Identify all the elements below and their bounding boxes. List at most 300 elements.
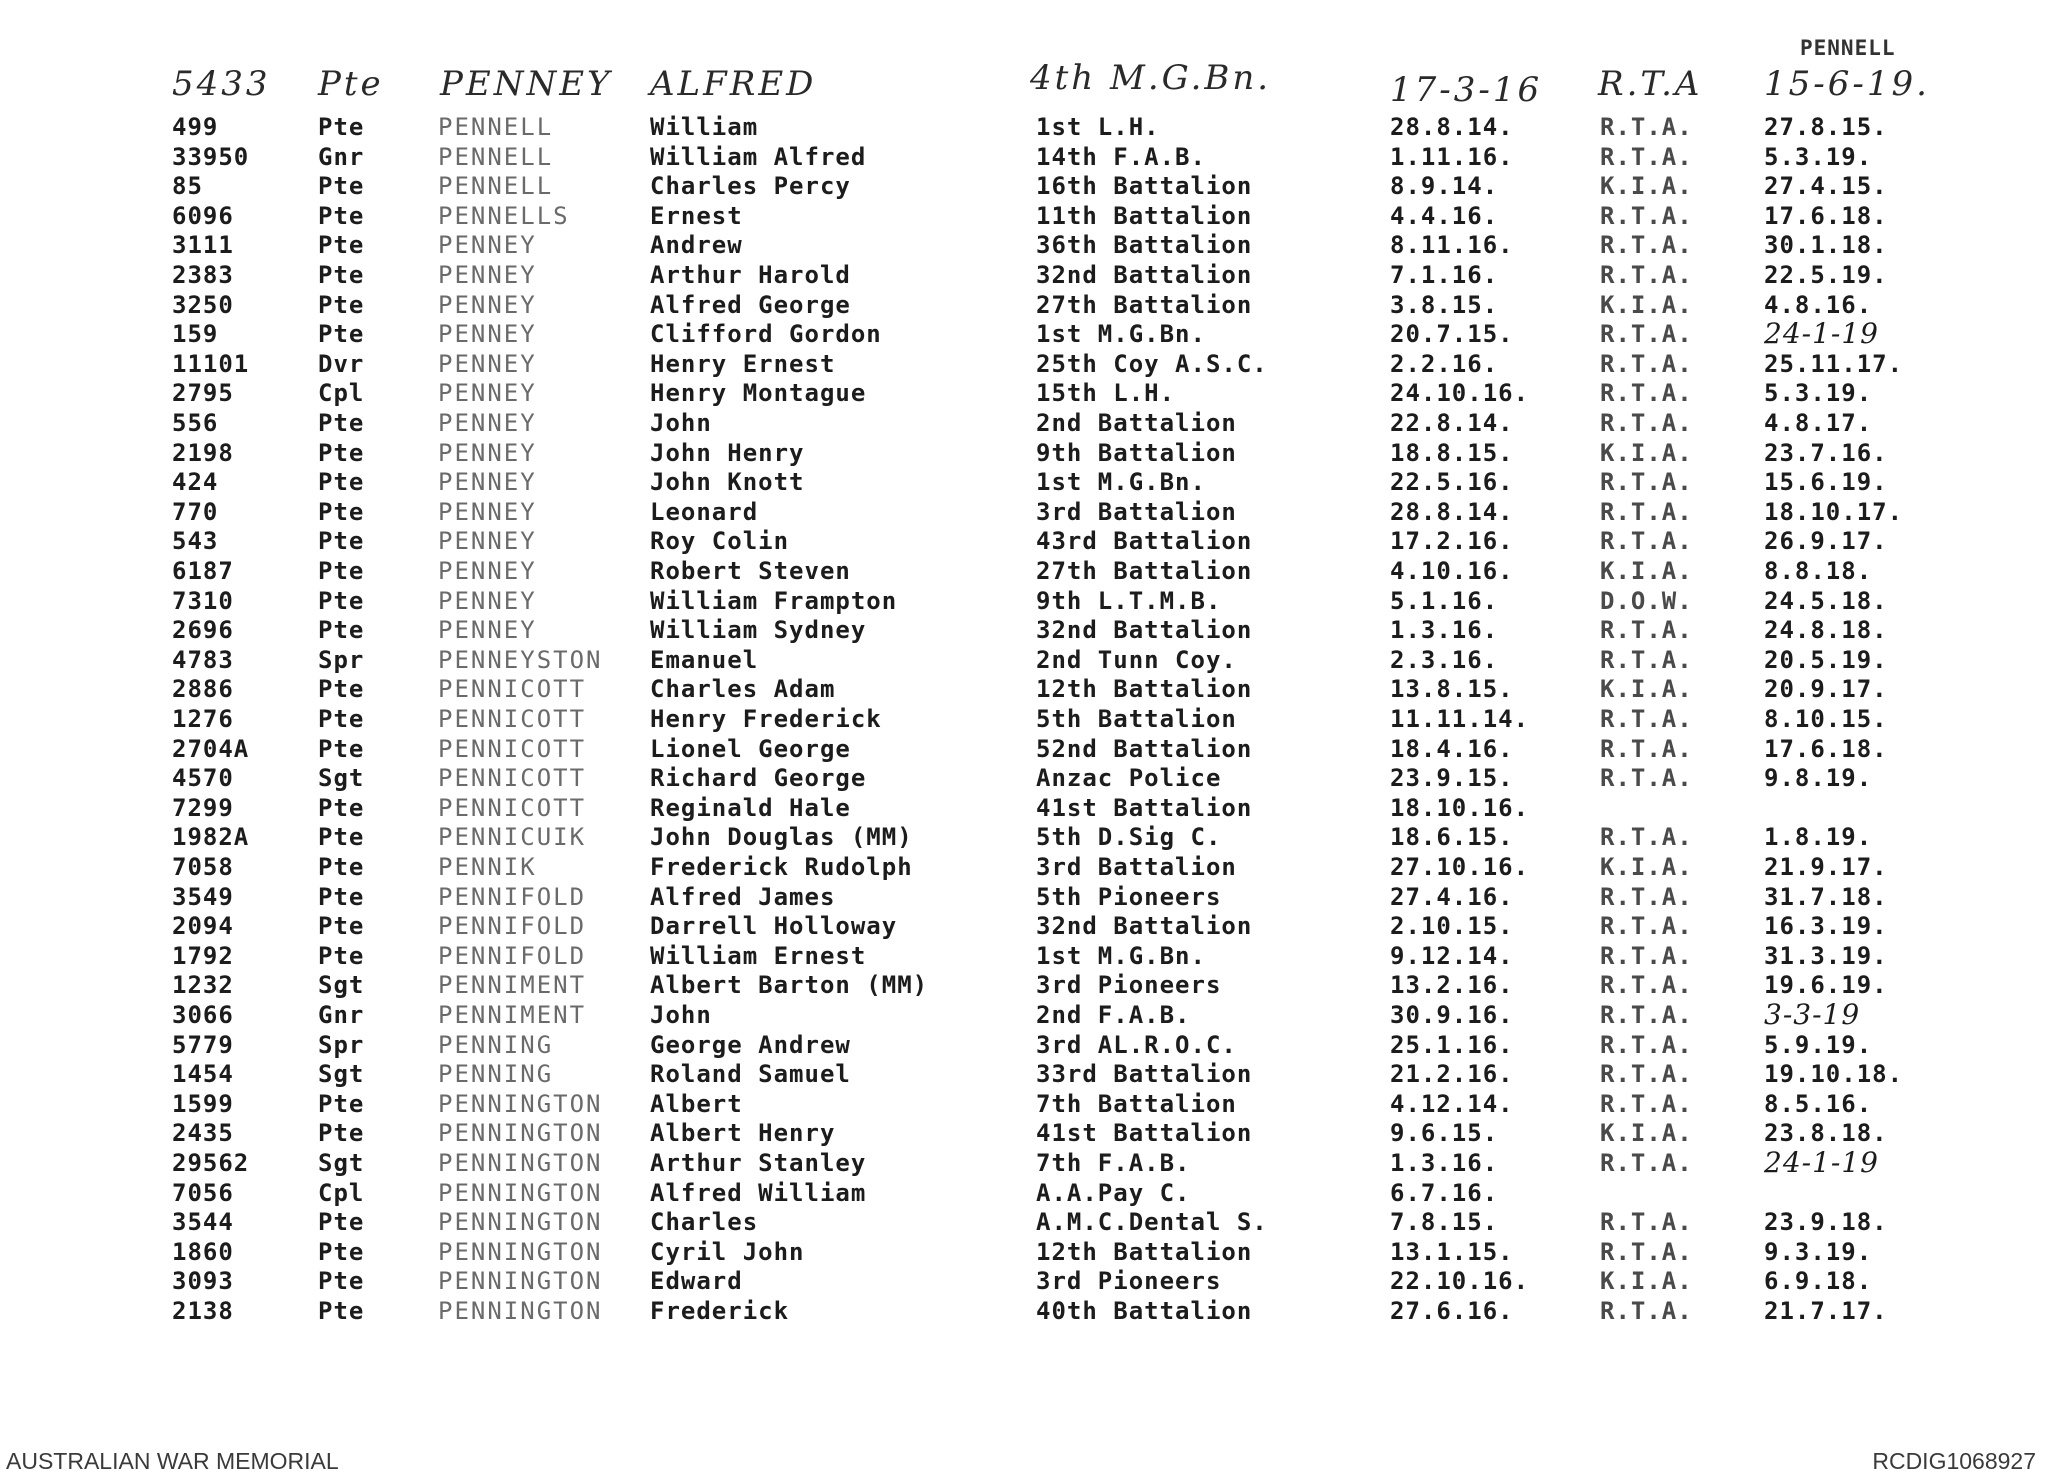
enlist-date-cell: 27.10.16. <box>1390 853 1530 881</box>
service-number-cell: 11101 <box>172 349 250 378</box>
surname-cell: PENNEY <box>438 468 537 497</box>
given-names-cell: John <box>650 1001 712 1029</box>
rank-cell: Cpl <box>318 1178 365 1207</box>
table-row <box>0 112 2048 142</box>
unit-cell: 33rd Battalion <box>1036 1060 1253 1089</box>
enlist-date-cell: 30.9.16. <box>1390 1001 1514 1029</box>
service-number-cell: 4570 <box>172 764 234 793</box>
footer-reference: RCDIG1068927 <box>1872 1448 2036 1474</box>
unit-cell: 3rd AL.R.O.C. <box>1036 1030 1237 1059</box>
enlist-date-cell: 21.2.16. <box>1390 1060 1514 1089</box>
rank-cell: Pte <box>318 1208 365 1237</box>
given-names-cell: William Sydney <box>650 616 867 645</box>
rank-cell: Pte <box>318 113 365 141</box>
given-names-cell: Lionel George <box>650 734 851 763</box>
return-date-cell: 5.3.19. <box>1764 142 1873 171</box>
fate-cell: R.T.A. <box>1600 764 1693 793</box>
table-row <box>0 615 2048 645</box>
enlist-date-cell: 4.10.16. <box>1390 557 1514 585</box>
rank-cell: Pte <box>318 705 365 733</box>
service-number-cell: 2795 <box>172 379 234 408</box>
hw-date: 17-3-16 <box>1390 70 1543 110</box>
service-number-cell: 33950 <box>172 142 250 171</box>
fate-cell: R.T.A. <box>1600 1060 1693 1089</box>
unit-cell: 5th D.Sig C. <box>1036 823 1222 852</box>
given-names-cell: Robert Steven <box>650 557 851 585</box>
enlist-date-cell: 17.2.16. <box>1390 527 1514 556</box>
surname-cell: PENNEY <box>438 409 537 437</box>
surname-cell: PENNEY <box>438 231 537 260</box>
given-names-cell: Alfred George <box>650 290 851 319</box>
unit-cell: 32nd Battalion <box>1036 261 1253 289</box>
table-row <box>0 822 2048 852</box>
unit-cell: 3rd Pioneers <box>1036 1267 1222 1296</box>
service-number-cell: 85 <box>172 172 203 201</box>
enlist-date-cell: 1.3.16. <box>1390 616 1499 645</box>
rank-cell: Pte <box>318 231 365 260</box>
enlist-date-cell: 27.6.16. <box>1390 1297 1514 1325</box>
hw-return: 15-6-19. <box>1764 64 1930 104</box>
enlist-date-cell: 7.8.15. <box>1390 1208 1499 1237</box>
fate-cell: K.I.A. <box>1600 853 1693 881</box>
enlist-date-cell: 22.8.14. <box>1390 409 1514 437</box>
return-date-cell: 24.8.18. <box>1764 616 1888 645</box>
enlist-date-cell: 27.4.16. <box>1390 882 1514 911</box>
hw-unit: 4th M.G.Bn. <box>1030 58 1272 98</box>
given-names-cell: Edward <box>650 1267 743 1296</box>
service-number-cell: 2138 <box>172 1297 234 1325</box>
surname-cell: PENNEY <box>438 261 537 289</box>
given-names-cell: Frederick <box>650 1297 790 1325</box>
enlist-date-cell: 6.7.16. <box>1390 1178 1499 1207</box>
table-row <box>0 734 2048 764</box>
enlist-date-cell: 18.4.16. <box>1390 734 1514 763</box>
fate-cell: D.O.W. <box>1600 586 1693 615</box>
service-number-cell: 3066 <box>172 1001 234 1029</box>
enlist-date-cell: 23.9.15. <box>1390 764 1514 793</box>
table-row <box>0 1089 2048 1119</box>
table-row <box>0 941 2048 971</box>
table-row <box>0 142 2048 172</box>
return-date-cell: 27.4.15. <box>1764 172 1888 201</box>
rank-cell: Pte <box>318 497 365 526</box>
return-date-cell: 4.8.17. <box>1764 409 1873 437</box>
unit-cell: 1st M.G.Bn. <box>1036 320 1206 349</box>
enlist-date-cell: 1.3.16. <box>1390 1149 1499 1177</box>
fate-cell: R.T.A. <box>1600 734 1693 763</box>
table-row <box>0 1118 2048 1148</box>
surname-cell: PENNICOTT <box>438 793 587 822</box>
fate-cell: R.T.A. <box>1600 320 1693 349</box>
table-row <box>0 467 2048 497</box>
service-number-cell: 1860 <box>172 1237 234 1266</box>
given-names-cell: Albert Barton (MM) <box>650 971 929 1000</box>
table-row <box>0 201 2048 231</box>
given-names-cell: Darrell Holloway <box>650 912 898 941</box>
enlist-date-cell: 5.1.16. <box>1390 586 1499 615</box>
unit-cell: 7th F.A.B. <box>1036 1149 1191 1177</box>
given-names-cell: Arthur Stanley <box>650 1149 867 1177</box>
enlist-date-cell: 9.6.15. <box>1390 1119 1499 1148</box>
service-number-cell: 7299 <box>172 793 234 822</box>
given-names-cell: Alfred James <box>650 882 836 911</box>
return-date-cell: 1.8.19. <box>1764 823 1873 852</box>
service-number-cell: 7058 <box>172 853 234 881</box>
surname-cell: PENNINGTON <box>438 1208 603 1237</box>
surname-cell: PENNICOTT <box>438 734 587 763</box>
table-row <box>0 171 2048 201</box>
surname-cell: PENNIMENT <box>438 971 587 1000</box>
service-number-cell: 7310 <box>172 586 234 615</box>
table-row <box>0 586 2048 616</box>
surname-cell: PENNELL <box>438 172 554 201</box>
fate-cell: R.T.A. <box>1600 1089 1693 1118</box>
surname-cell: PENNEY <box>438 349 537 378</box>
return-date-cell: 24-1-19 <box>1764 1146 1879 1179</box>
given-names-cell: John <box>650 409 712 437</box>
table-row <box>0 645 2048 675</box>
service-number-cell: 5779 <box>172 1030 234 1059</box>
rank-cell: Pte <box>318 1119 365 1148</box>
surname-cell: PENNEY <box>438 586 537 615</box>
table-row <box>0 704 2048 734</box>
surname-cell: PENNEY <box>438 379 537 408</box>
fate-cell: R.T.A. <box>1600 823 1693 852</box>
service-number-cell: 2696 <box>172 616 234 645</box>
rank-cell: Pte <box>318 409 365 437</box>
return-date-cell: 20.9.17. <box>1764 675 1888 704</box>
rank-cell: Pte <box>318 734 365 763</box>
table-row <box>0 526 2048 556</box>
hw-rank: Pte <box>318 64 384 104</box>
unit-cell: 2nd Battalion <box>1036 409 1237 437</box>
return-date-cell: 15.6.19. <box>1764 468 1888 497</box>
surname-cell: PENNEY <box>438 527 537 556</box>
fate-cell: R.T.A. <box>1600 1237 1693 1266</box>
surname-cell: PENNINGTON <box>438 1267 603 1296</box>
fate-cell: K.I.A. <box>1600 1119 1693 1148</box>
rank-cell: Pte <box>318 1267 365 1296</box>
return-date-cell: 9.8.19. <box>1764 764 1873 793</box>
given-names-cell: Charles Adam <box>650 675 836 704</box>
unit-cell: 25th Coy A.S.C. <box>1036 349 1268 378</box>
return-date-cell: 19.6.19. <box>1764 971 1888 1000</box>
surname-cell: PENNING <box>438 1030 554 1059</box>
surname-cell: PENNEY <box>438 497 537 526</box>
rank-cell: Pte <box>318 290 365 319</box>
unit-cell: 3rd Battalion <box>1036 853 1237 881</box>
return-date-cell: 20.5.19. <box>1764 645 1888 674</box>
given-names-cell: John Douglas (MM) <box>650 823 913 852</box>
return-date-cell: 8.8.18. <box>1764 557 1873 585</box>
unit-cell: 9th Battalion <box>1036 438 1237 467</box>
unit-cell: 5th Battalion <box>1036 705 1237 733</box>
enlist-date-cell: 20.7.15. <box>1390 320 1514 349</box>
unit-cell: 2nd Tunn Coy. <box>1036 645 1237 674</box>
surname-cell: PENNIFOLD <box>438 941 587 970</box>
service-number-cell: 159 <box>172 320 219 349</box>
fate-cell: R.T.A. <box>1600 971 1693 1000</box>
table-row <box>0 911 2048 941</box>
rank-cell: Gnr <box>318 1001 365 1029</box>
return-date-cell: 19.10.18. <box>1764 1060 1904 1089</box>
unit-cell: 12th Battalion <box>1036 1237 1253 1266</box>
table-row <box>0 852 2048 882</box>
service-number-cell: 3111 <box>172 231 234 260</box>
given-names-cell: Ernest <box>650 201 743 230</box>
fate-cell: R.T.A. <box>1600 882 1693 911</box>
given-names-cell: John Knott <box>650 468 805 497</box>
surname-cell: PENNELLS <box>438 201 570 230</box>
fate-cell: R.T.A. <box>1600 1001 1693 1029</box>
enlist-date-cell: 8.11.16. <box>1390 231 1514 260</box>
rank-cell: Pte <box>318 201 365 230</box>
footer-institution: AUSTRALIAN WAR MEMORIAL <box>6 1448 339 1474</box>
table-row <box>0 260 2048 290</box>
given-names-cell: Roland Samuel <box>650 1060 851 1089</box>
rank-cell: Pte <box>318 438 365 467</box>
service-number-cell: 556 <box>172 409 219 437</box>
table-row <box>0 763 2048 793</box>
given-names-cell: William Frampton <box>650 586 898 615</box>
service-number-cell: 2886 <box>172 675 234 704</box>
enlist-date-cell: 13.2.16. <box>1390 971 1514 1000</box>
table-row <box>0 1000 2048 1030</box>
surname-cell: PENNIFOLD <box>438 912 587 941</box>
unit-cell: 27th Battalion <box>1036 557 1253 585</box>
unit-cell: 40th Battalion <box>1036 1297 1253 1325</box>
rank-cell: Pte <box>318 261 365 289</box>
unit-cell: A.M.C.Dental S. <box>1036 1208 1268 1237</box>
unit-cell: 1st M.G.Bn. <box>1036 941 1206 970</box>
rank-cell: Pte <box>318 557 365 585</box>
given-names-cell: Charles Percy <box>650 172 851 201</box>
table-row <box>0 1178 2048 1208</box>
service-number-cell: 499 <box>172 113 219 141</box>
surname-cell: PENNEY <box>438 557 537 585</box>
service-number-cell: 770 <box>172 497 219 526</box>
return-date-cell: 8.10.15. <box>1764 705 1888 733</box>
table-row <box>0 378 2048 408</box>
service-number-cell: 3250 <box>172 290 234 319</box>
table-row <box>0 1207 2048 1237</box>
surname-cell: PENNEY <box>438 320 537 349</box>
return-date-cell: 9.3.19. <box>1764 1237 1873 1266</box>
rank-cell: Pte <box>318 675 365 704</box>
rank-cell: Pte <box>318 1089 365 1118</box>
return-date-cell: 25.11.17. <box>1764 349 1904 378</box>
surname-cell: PENNICUIK <box>438 823 587 852</box>
unit-cell: 7th Battalion <box>1036 1089 1237 1118</box>
unit-cell: 27th Battalion <box>1036 290 1253 319</box>
service-number-cell: 424 <box>172 468 219 497</box>
service-number-cell: 3549 <box>172 882 234 911</box>
enlist-date-cell: 2.10.15. <box>1390 912 1514 941</box>
surname-cell: PENNING <box>438 1060 554 1089</box>
rank-cell: Cpl <box>318 379 365 408</box>
unit-cell: 3rd Battalion <box>1036 497 1237 526</box>
fate-cell: R.T.A. <box>1600 1149 1693 1177</box>
fate-cell: R.T.A. <box>1600 379 1693 408</box>
enlist-date-cell: 24.10.16. <box>1390 379 1530 408</box>
given-names-cell: Andrew <box>650 231 743 260</box>
given-names-cell: William Ernest <box>650 941 867 970</box>
rank-cell: Pte <box>318 586 365 615</box>
enlist-date-cell: 9.12.14. <box>1390 941 1514 970</box>
rank-cell: Pte <box>318 853 365 881</box>
given-names-cell: William <box>650 113 759 141</box>
return-date-cell: 23.9.18. <box>1764 1208 1888 1237</box>
surname-cell: PENNINGTON <box>438 1237 603 1266</box>
hw-given: ALFRED <box>650 64 817 104</box>
fate-cell: R.T.A. <box>1600 1030 1693 1059</box>
service-number-cell: 7056 <box>172 1178 234 1207</box>
return-date-cell: 24.5.18. <box>1764 586 1888 615</box>
return-date-cell: 5.3.19. <box>1764 379 1873 408</box>
unit-cell: 2nd F.A.B. <box>1036 1001 1191 1029</box>
fate-cell: K.I.A. <box>1600 290 1693 319</box>
service-number-cell: 4783 <box>172 645 234 674</box>
enlist-date-cell: 7.1.16. <box>1390 261 1499 289</box>
return-date-cell: 31.7.18. <box>1764 882 1888 911</box>
fate-cell: R.T.A. <box>1600 349 1693 378</box>
given-names-cell: Richard George <box>650 764 867 793</box>
fate-cell: R.T.A. <box>1600 261 1693 289</box>
given-names-cell: Reginald Hale <box>650 793 851 822</box>
fate-cell: K.I.A. <box>1600 438 1693 467</box>
unit-cell: 16th Battalion <box>1036 172 1253 201</box>
enlist-date-cell: 13.1.15. <box>1390 1237 1514 1266</box>
hw-number: 5433 <box>172 64 271 104</box>
unit-cell: 14th F.A.B. <box>1036 142 1206 171</box>
fate-cell: R.T.A. <box>1600 201 1693 230</box>
return-date-cell: 30.1.18. <box>1764 231 1888 260</box>
fate-cell: R.T.A. <box>1600 468 1693 497</box>
rank-cell: Pte <box>318 823 365 852</box>
service-number-cell: 3544 <box>172 1208 234 1237</box>
table-row <box>0 882 2048 912</box>
fate-cell: R.T.A. <box>1600 409 1693 437</box>
given-names-cell: Henry Montague <box>650 379 867 408</box>
enlist-date-cell: 18.6.15. <box>1390 823 1514 852</box>
enlist-date-cell: 3.8.15. <box>1390 290 1499 319</box>
given-names-cell: Charles <box>650 1208 759 1237</box>
rank-cell: Gnr <box>318 142 365 171</box>
surname-cell: PENNEY <box>438 290 537 319</box>
unit-cell: 3rd Pioneers <box>1036 971 1222 1000</box>
unit-cell: 9th L.T.M.B. <box>1036 586 1222 615</box>
surname-cell: PENNEYSTON <box>438 645 603 674</box>
rank-cell: Pte <box>318 172 365 201</box>
return-date-cell: 27.8.15. <box>1764 113 1888 141</box>
service-number-cell: 29562 <box>172 1149 250 1177</box>
given-names-cell: Cyril John <box>650 1237 805 1266</box>
table-row <box>0 1030 2048 1060</box>
service-number-cell: 3093 <box>172 1267 234 1296</box>
fate-cell: R.T.A. <box>1600 113 1693 141</box>
given-names-cell: Arthur Harold <box>650 261 851 289</box>
rank-cell: Pte <box>318 1237 365 1266</box>
return-date-cell: 23.8.18. <box>1764 1119 1888 1148</box>
rank-cell: Sgt <box>318 764 365 793</box>
enlist-date-cell: 22.10.16. <box>1390 1267 1530 1296</box>
rank-cell: Dvr <box>318 349 365 378</box>
table-row <box>0 319 2048 349</box>
return-date-cell: 17.6.18. <box>1764 734 1888 763</box>
surname-cell: PENNELL <box>438 113 554 141</box>
table-row <box>0 970 2048 1000</box>
rank-cell: Spr <box>318 1030 365 1059</box>
table-row <box>0 438 2048 468</box>
given-names-cell: Alfred William <box>650 1178 867 1207</box>
surname-cell: PENNICOTT <box>438 675 587 704</box>
service-number-cell: 1232 <box>172 971 234 1000</box>
unit-cell: 41st Battalion <box>1036 793 1253 822</box>
table-row <box>0 793 2048 823</box>
hw-surname: PENNEY <box>440 64 613 104</box>
service-number-cell: 1276 <box>172 705 234 733</box>
surname-cell: PENNINGTON <box>438 1089 603 1118</box>
enlist-date-cell: 2.3.16. <box>1390 645 1499 674</box>
given-names-cell: Leonard <box>650 497 759 526</box>
unit-cell: Anzac Police <box>1036 764 1222 793</box>
enlist-date-cell: 2.2.16. <box>1390 349 1499 378</box>
return-date-cell: 21.7.17. <box>1764 1297 1888 1325</box>
fate-cell: R.T.A. <box>1600 497 1693 526</box>
rank-cell: Sgt <box>318 1060 365 1089</box>
fate-cell: R.T.A. <box>1600 142 1693 171</box>
service-number-cell: 2435 <box>172 1119 234 1148</box>
table-row <box>0 1059 2048 1089</box>
table-row <box>0 290 2048 320</box>
rank-cell: Pte <box>318 1297 365 1325</box>
enlist-date-cell: 13.8.15. <box>1390 675 1514 704</box>
unit-cell: 12th Battalion <box>1036 675 1253 704</box>
return-date-cell: 6.9.18. <box>1764 1267 1873 1296</box>
enlist-date-cell: 11.11.14. <box>1390 705 1530 733</box>
table-row <box>0 674 2048 704</box>
fate-cell: R.T.A. <box>1600 1208 1693 1237</box>
surname-cell: PENNINGTON <box>438 1119 603 1148</box>
service-number-cell: 2383 <box>172 261 234 289</box>
enlist-date-cell: 4.4.16. <box>1390 201 1499 230</box>
unit-cell: 36th Battalion <box>1036 231 1253 260</box>
rank-cell: Pte <box>318 527 365 556</box>
hw-fate: R.T.A <box>1598 64 1703 104</box>
enlist-date-cell: 28.8.14. <box>1390 113 1514 141</box>
given-names-cell: Roy Colin <box>650 527 790 556</box>
enlist-date-cell: 22.5.16. <box>1390 468 1514 497</box>
service-number-cell: 2704A <box>172 734 250 763</box>
surname-cell: PENNIK <box>438 853 537 881</box>
table-row <box>0 230 2048 260</box>
surname-cell: PENNINGTON <box>438 1297 603 1325</box>
table-row <box>0 556 2048 586</box>
surname-cell: PENNELL <box>438 142 554 171</box>
return-date-cell: 4.8.16. <box>1764 290 1873 319</box>
surname-cell: PENNICOTT <box>438 705 587 733</box>
service-number-cell: 1982A <box>172 823 250 852</box>
fate-cell: R.T.A. <box>1600 705 1693 733</box>
return-date-cell: 3-3-19 <box>1764 998 1861 1031</box>
given-names-cell: George Andrew <box>650 1030 851 1059</box>
unit-cell: 1st L.H. <box>1036 113 1160 141</box>
enlist-date-cell: 1.11.16. <box>1390 142 1514 171</box>
surname-cell: PENNEY <box>438 616 537 645</box>
return-date-cell: 23.7.16. <box>1764 438 1888 467</box>
fate-cell: K.I.A. <box>1600 1267 1693 1296</box>
unit-cell: 41st Battalion <box>1036 1119 1253 1148</box>
